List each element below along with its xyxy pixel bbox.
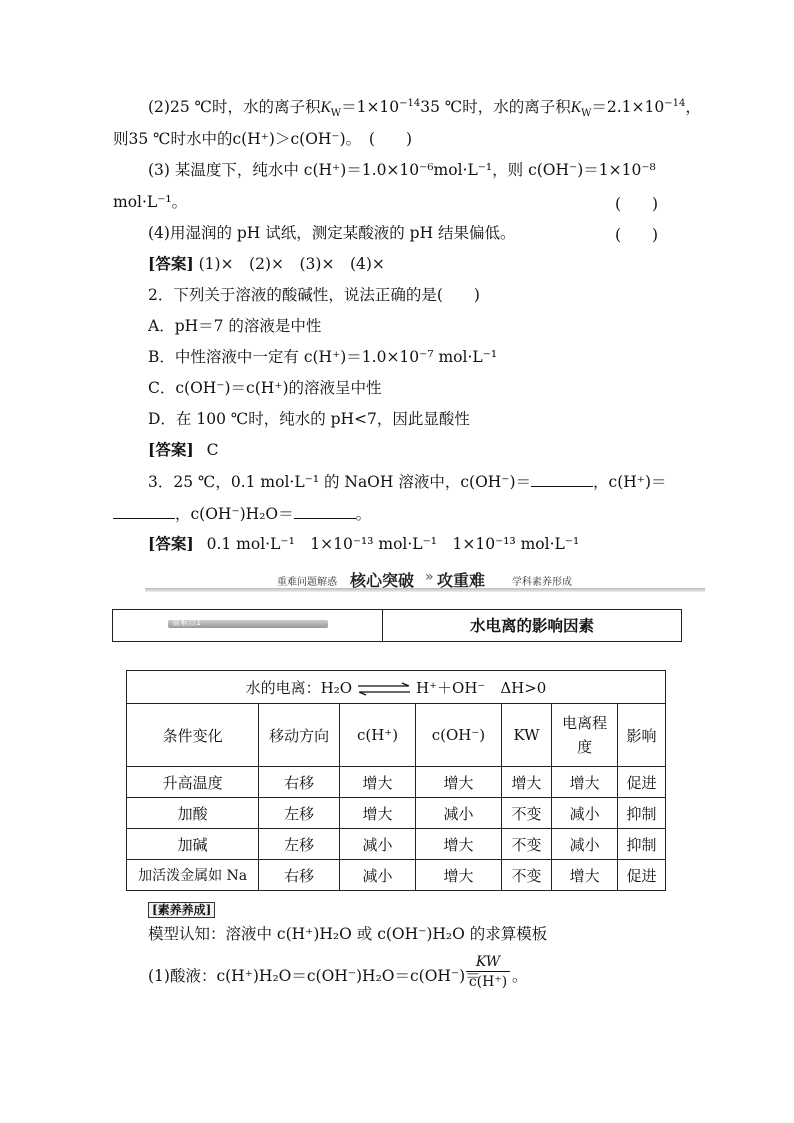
q1-item4-paren: ( ) <box>615 226 659 244</box>
table-cell: 抑制 <box>618 798 666 829</box>
table-cell: 增大 <box>415 829 501 860</box>
table-cell: 增大 <box>552 860 618 891</box>
table-cell: 减小 <box>340 829 416 860</box>
table-cell: 增大 <box>415 767 501 798</box>
q2-option-d: D．在 100 ℃时，纯水的 pH<7，因此显酸性 <box>148 410 470 428</box>
table-cell: 加酸 <box>127 798 259 829</box>
table-header-row <box>127 704 666 767</box>
keypoint-box <box>112 609 682 642</box>
table-row <box>127 767 666 798</box>
q1-item2-line1: (2)25 ℃时，水的离子积$K_W=1\times 10^{-14}35$ ℃时，水的离子积$K_W=2.1\times 10^{-14}$， <box>148 97 701 120</box>
banner-right-text: 学科素养形成 <box>512 577 572 588</box>
answer-text: C <box>206 441 219 459</box>
answer-tag: [答案] <box>148 254 194 273</box>
banner-left-text: 重难问题解惑 <box>277 577 337 588</box>
table-cell: 增大 <box>552 767 618 798</box>
banner-arrow-icon: » <box>425 569 434 585</box>
table-row <box>127 798 666 829</box>
keypoint-label-cell <box>113 610 383 641</box>
table-cell: 升高温度 <box>127 767 259 798</box>
table-cell: 减小 <box>552 829 618 860</box>
equilibrium-arrow-icon <box>356 682 412 696</box>
ionization-table <box>126 670 666 891</box>
answer-tag: [答案] <box>148 534 194 553</box>
banner-title-2: 攻重难 <box>437 571 486 590</box>
table-cell: 左移 <box>259 798 340 829</box>
literacy-line1: 模型认知：溶液中 c(H⁺)H₂O 或 c(OH⁻)H₂O 的求算模板 <box>148 925 548 943</box>
keypoint-tag: 重难点1 <box>168 620 328 628</box>
table-cell: 增大 <box>340 798 416 829</box>
q2-option-a: A．pH＝7 的溶液是中性 <box>148 317 322 335</box>
q1-item3-line2: mol·L⁻¹。 <box>113 193 188 211</box>
q1-item2-line2: 则35 ℃时水中的c(H⁺)＞c(OH⁻)。 ( ) <box>113 130 412 148</box>
answer-text: 0.1 mol·L⁻¹ 1×10⁻¹³ mol·L⁻¹ 1×10⁻¹³ mol·L⁻¹ <box>206 535 580 553</box>
q2-stem: 2．下列关于溶液的酸碱性，说法正确的是( ) <box>148 286 480 304</box>
fraction-denominator: c(H⁺) <box>468 974 508 990</box>
keypoint-title: 水电离的影响因素 <box>469 616 594 635</box>
literacy-line2: (1)酸液：c(H⁺)H₂O＝c(OH⁻)H₂O＝c(OH⁻)＝ <box>148 967 481 985</box>
table-cell: 加活泼金属如 Na <box>127 860 259 891</box>
header-cell: 移动方向 <box>259 704 340 767</box>
blank-2[interactable] <box>113 504 175 519</box>
header-cell: c(OH⁻) <box>415 704 501 767</box>
table-cell: 减小 <box>340 860 416 891</box>
blank-1[interactable] <box>531 472 593 487</box>
section-banner <box>145 568 705 594</box>
table-cell: 抑制 <box>618 829 666 860</box>
q1-item3-paren: ( ) <box>615 195 659 213</box>
banner-rule <box>145 588 705 592</box>
table-cell: 左移 <box>259 829 340 860</box>
kw-fraction <box>466 953 510 992</box>
header-cell: KW <box>501 704 551 767</box>
table-cell: 增大 <box>501 767 551 798</box>
header-cell: 影响 <box>618 704 666 767</box>
q3-line2: ，c(OH⁻)H₂O＝ 。 <box>113 504 371 524</box>
q3-line1: 3．25 ℃，0.1 mol·L⁻¹ 的 NaOH 溶液中，c(OH⁻)＝ ，c(H⁺)＝ <box>148 473 667 491</box>
table-cell: 减小 <box>415 798 501 829</box>
q2-option-c: C．c(OH⁻)＝c(H⁺)的溶液呈中性 <box>148 379 382 397</box>
table-cell: 右移 <box>259 767 340 798</box>
table-cell: 减小 <box>552 798 618 829</box>
header-cell: 电离程度 <box>552 704 618 767</box>
table-row <box>127 860 666 891</box>
table-cell: 加碱 <box>127 829 259 860</box>
table-cell: 不变 <box>501 829 551 860</box>
table-cell: 不变 <box>501 798 551 829</box>
q3-answer-line <box>148 534 579 554</box>
q1-item3-line1: (3) 某温度下，纯水中 c(H⁺)＝1.0×10⁻⁶mol·L⁻¹，则 c(OH⁻)＝1×10⁻⁸ <box>148 161 656 179</box>
table-cell: 不变 <box>501 860 551 891</box>
fraction-numerator: KW <box>466 953 510 972</box>
table-title: 水的电离：H₂O H⁺＋OH⁻ ΔH>0 <box>127 671 666 704</box>
table-cell: 促进 <box>618 860 666 891</box>
q1-answer-line <box>148 254 385 274</box>
table-cell: 增大 <box>415 860 501 891</box>
banner-title-1: 核心突破 <box>350 571 415 590</box>
q1-item4: (4)用湿润的 pH 试纸，测定某酸液的 pH 结果偏低。 <box>148 224 516 242</box>
blank-3[interactable] <box>294 504 356 519</box>
q2-answer-line <box>148 440 218 460</box>
table-cell: 促进 <box>618 767 666 798</box>
table-cell: 右移 <box>259 860 340 891</box>
header-cell: c(H⁺) <box>340 704 416 767</box>
table-cell: 增大 <box>340 767 416 798</box>
table-row <box>127 829 666 860</box>
answer-text: (1)× (2)× (3)× (4)× <box>198 255 385 273</box>
literacy-line2-end: 。 <box>512 967 528 985</box>
q2-option-b: B．中性溶液中一定有 c(H⁺)＝1.0×10⁻⁷ mol·L⁻¹ <box>148 348 498 366</box>
literacy-tag: [素养养成] <box>148 902 215 918</box>
header-cell: 条件变化 <box>127 704 259 767</box>
answer-tag: [答案] <box>148 440 194 459</box>
